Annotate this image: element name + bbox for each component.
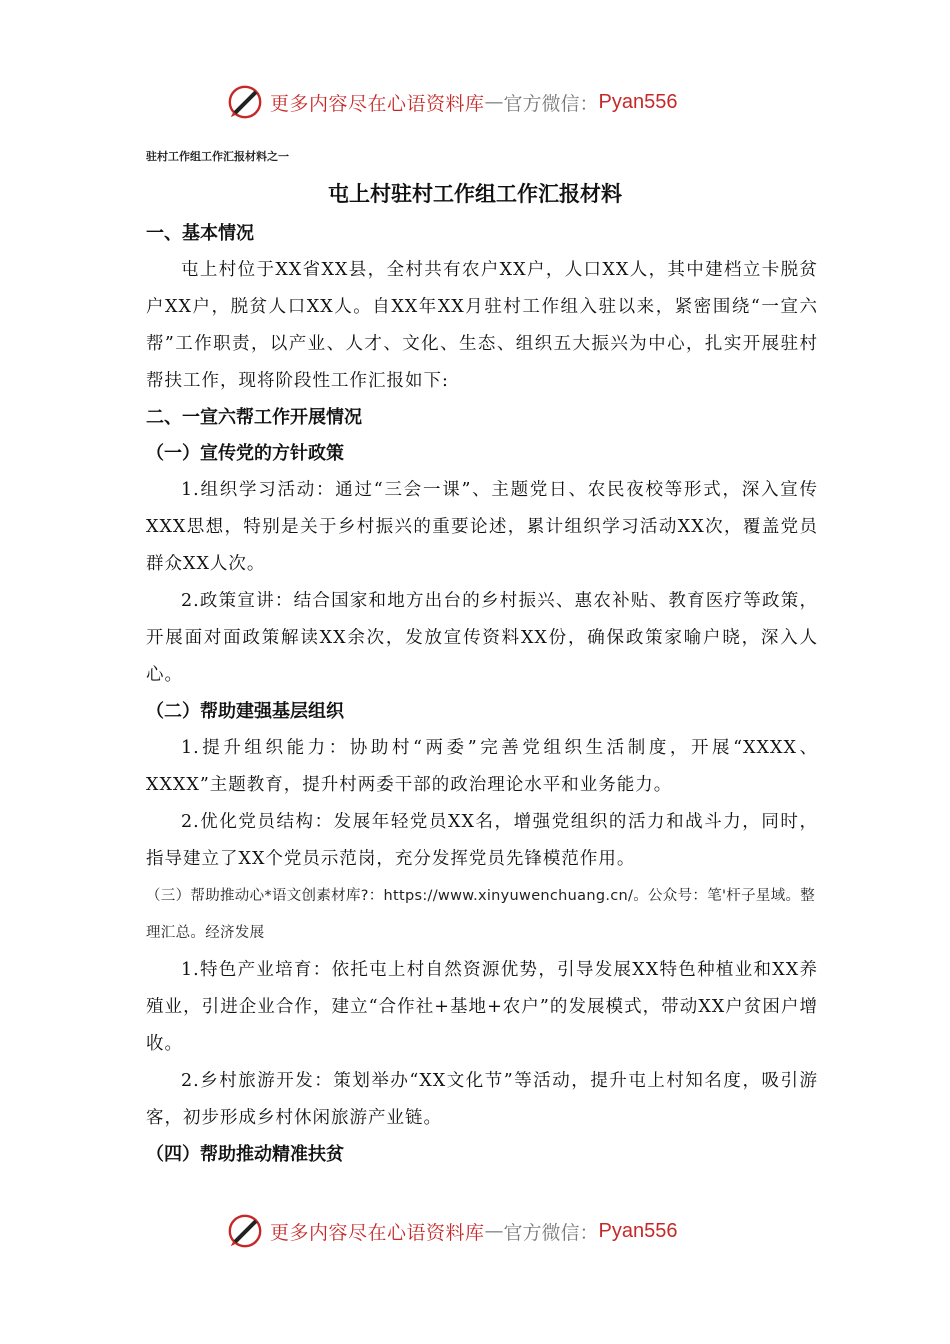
paragraph: 2.乡村旅游开发：策划举办“XX文化节”等活动，提升屯上村知名度，吸引游客，初步形成乡村休闲旅游产业链。	[146, 1071, 818, 1128]
banner-contact-label: 官方微信：	[503, 1221, 599, 1244]
document-label: 驻村工作组工作汇报材料之一	[146, 150, 289, 163]
banner-handle: Pyan556	[598, 90, 678, 113]
subsection-heading-1: （一）宣传党的方针政策	[146, 443, 344, 464]
header-banner	[226, 82, 726, 122]
paragraph: 2.政策宣讲：结合国家和地方出台的乡村振兴、惠农补贴、教育医疗等政策，开展面对面政策解读XX余次，发放宣传资料XX份，确保政策家喻户晓，深入人心。	[146, 591, 818, 685]
document-title: 屯上村驻村工作组工作汇报材料	[328, 182, 622, 206]
section-heading-basic: 一、基本情况	[146, 223, 254, 244]
pen-logo-icon	[226, 83, 264, 121]
paragraph: 屯上村位于XX省XX县，全村共有农户XX户，人口XX人，其中建档立卡脱贫户XX户，脱贫人口XX人。自XX年XX月驻村工作组入驻以来，紧密围绕“一宣六帮”工作职责，以产业、人才、文化、生态、组织五大振兴为中心，扎实开展驻村帮扶工作，现将阶段性工作汇报如下:	[146, 260, 818, 391]
banner-text: 更多内容尽在心语资料库	[270, 92, 485, 115]
banner-handle: Pyan556	[598, 1219, 678, 1242]
paragraph: 1.特色产业培育：依托屯上村自然资源优势，引导发展XX特色种植业和XX养殖业，引进企业合作，建立“合作社+基地+农户”的发展模式，带动XX户贫困户增收。	[146, 960, 818, 1054]
paragraph: 1.组织学习活动：通过“三会一课”、主题党日、农民夜校等形式，深入宣传XXX思想，特别是关于乡村振兴的重要论述，累计组织学习活动XX次，覆盖党员群众XX人次。	[146, 480, 818, 574]
pen-logo-icon	[226, 1212, 264, 1250]
banner-contact-label: 官方微信：	[503, 92, 599, 115]
banner-dash: —	[484, 1220, 504, 1242]
subsection-heading-2: （二）帮助建强基层组织	[146, 701, 344, 722]
section-heading-work: 二、一宣六帮工作开展情况	[146, 407, 362, 428]
paragraph: 1.提升组织能力：协助村“两委”完善党组织生活制度，开展“XXXX、XXXX”主题教育，提升村两委干部的政治理论水平和业务能力。	[146, 738, 818, 795]
document-body	[146, 216, 818, 1173]
banner-text: 更多内容尽在心语资料库	[270, 1221, 485, 1244]
footer-banner	[226, 1211, 726, 1251]
paragraph: 2.优化党员结构：发展年轻党员XX名，增强党组织的活力和战斗力，同时，指导建立了XX个党员示范岗，充分发挥党员先锋模范作用。	[146, 812, 818, 869]
banner-dash: —	[484, 91, 504, 113]
subsection-heading-3: （三）帮助推动心*语文创素材库?：https://www.xinyuwenchuang.cn/。公众号：笔'杆子星域。整理汇总。经济发展	[146, 888, 816, 941]
subsection-heading-4: （四）帮助推动精准扶贫	[146, 1144, 344, 1165]
